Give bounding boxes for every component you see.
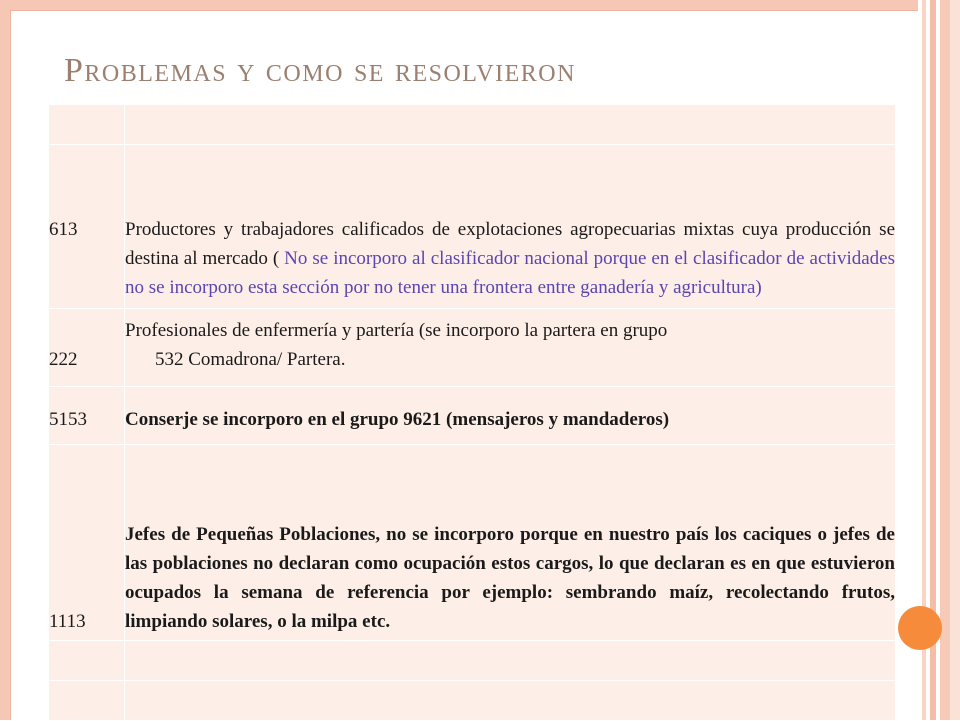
- table-row: [49, 641, 896, 681]
- accent-circle-icon: [898, 606, 942, 650]
- code-cell: 5153: [49, 387, 125, 445]
- frame-left-band: [0, 0, 10, 720]
- code-cell: 613: [49, 145, 125, 309]
- table-row: [49, 105, 896, 145]
- description-cell: [125, 145, 896, 309]
- frame-top-band: [0, 0, 960, 10]
- description-cell: [125, 309, 896, 387]
- description-cell: [125, 105, 896, 145]
- code-cell: [49, 105, 125, 145]
- description-cell: [125, 641, 896, 681]
- table-row: [49, 445, 896, 641]
- description-cell: Jefes de Pequeñas Poblaciones, no se incorporo porque en nuestro país los caciques o jefes de las poblaciones no declaran como ocupación estos cargos, lo que declaran es en que estuvieron ocupados la semana de referencia por ejemplo: sembrando maíz, recolectando frutos, limpiando solares, o la milpa etc.: [125, 445, 896, 641]
- resolution-note: No se incorporo al clasificador nacional porque en el clasificador de actividades no se incorporo esta sección por no tener una frontera entre ganadería y agricultura): [125, 248, 895, 298]
- occupation-text: Productores y trabajadores calificados de explotaciones agropecuarias mixtas cuya producción se destina al mercado (: [125, 219, 895, 269]
- table-row: [49, 145, 896, 309]
- occupation-text: Profesionales de enfermería y partería (se incorporo la partera en grupo: [125, 320, 668, 341]
- table-row: [49, 309, 896, 387]
- resolution-note: 532 Comadrona/ Partera.: [155, 349, 346, 370]
- slide-title: Problemas y como se resolvieron: [64, 52, 576, 89]
- code-cell: [49, 681, 125, 721]
- description-cell: [125, 681, 896, 721]
- description-cell: Conserje se incorporo en el grupo 9621 (mensajeros y mandaderos): [125, 387, 896, 445]
- code-cell: [49, 641, 125, 681]
- problems-table: [48, 104, 896, 721]
- table-row: [49, 681, 896, 721]
- table-row: [49, 387, 896, 445]
- code-cell: 222: [49, 309, 125, 387]
- code-cell: 1113: [49, 445, 125, 641]
